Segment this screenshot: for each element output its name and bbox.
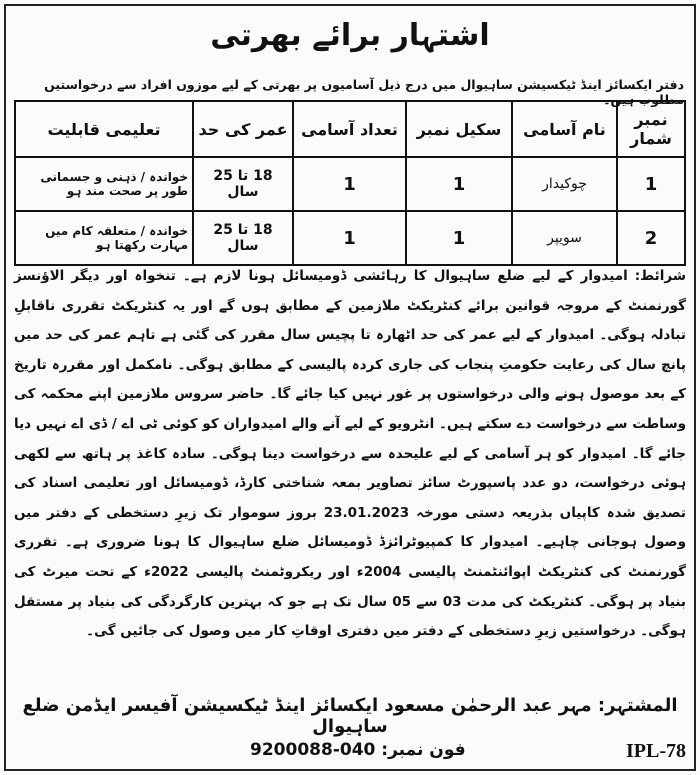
row-age: 18 تا 25 سال — [193, 211, 293, 265]
terms-paragraph: شرائط: امیدوار کے لیے ضلع ساہیوال کا رہائشی ڈومیسائل ہونا لازم ہے۔ تنخواہ اور دیگر الاؤنسز گورنمنٹ کے مروجہ قوانین برائے کنٹریکٹ ملازمین کے مطابق ہوں گے اور یہ کنٹریکٹ تقرری ناقابلِ تبادلہ ہوگی۔ امیدوار کے لیے عمر کی حد اٹھارہ تا پچیس سال مقرر کی گئی ہے تاہم عمر کی حد میں پانچ سال کی رعایت حکومتِ پنجاب کی جاری کردہ پالیسی کے مطابق ہوگی۔ نامکمل اور مقررہ تاریخ کے بعد موصول ہونے والی درخواستوں پر غور نہیں کیا جائے گا۔ حاضر سروس ملازمین اپنے محکمہ کی وساطت سے درخواست دے سکتے ہیں۔ انٹرویو کے لیے آنے والے امیدواران کو کوئی ٹی اے / ڈی اے نہیں دیا جائے گا۔ امیدوار کو ہر آسامی کے لیے علیحدہ سے درخواست دینا ہوگی۔ سادہ کاغذ پر ہاتھ سے لکھی ہوئی درخواست، دو عدد پاسپورٹ سائز تصاویر بمعہ شناختی کارڈ، ڈومیسائل اور تعلیمی اسناد کی تصدیق شدہ کاپیاں بذریعہ دستی مورخہ 23.01.2023 بروز سوموار تک زیرِ دستخطی کے دفتر میں وصول ہوجانی چاہیے۔ امیدوار کا کمپیوٹرائزڈ ڈومیسائل ضلع ساہیوال کا ہونا ضروری ہے۔ تقرری گورنمنٹ کی کنٹریکٹ اپوائنٹمنٹ پالیسی 2004ء اور ریکروٹمنٹ پالیسی 2022ء کے تحت میرٹ کی بنیاد پر ہوگی۔ کنٹریکٹ کی مدت 03 سے 05 سال تک ہے جو کہ بہترین کارگردگی کی بنیاد پر مستقل ہوگی۔ درخواستیں زیرِ دستخطی کے دفتر میں دفتری اوقاتِ کار میں وصول کی جائیں گی۔ — [14, 268, 686, 640]
table-row — [15, 157, 685, 211]
row-post: چوکیدار — [512, 157, 617, 211]
row-scale: 1 — [406, 157, 512, 211]
phone-line — [250, 740, 466, 760]
header-serial: نمبر شمار — [617, 101, 685, 157]
row-age: 18 تا 25 سال — [193, 157, 293, 211]
row-serial: 1 — [617, 157, 685, 211]
row-post: سویپر — [512, 211, 617, 265]
advertiser-line: المشتہر: مہر عبد الرحمٰن مسعود ایکسائز اینڈ ٹیکسیشن آفیسر ایڈمن ضلع ساہیوال — [22, 695, 678, 737]
ipl-code: IPL-78 — [626, 740, 686, 762]
row-serial: 2 — [617, 211, 685, 265]
row-count: 1 — [293, 211, 406, 265]
ad-title: اشتہار برائے بھرتی — [210, 18, 490, 53]
phone-label: فون نمبر: — [381, 740, 466, 760]
ad-intro: دفتر ایکسائز اینڈ ٹیکسیشن ساہیوال میں درج ذیل آسامیوں پر بھرتی کے لیے موزوں افراد سے درخواستیں مطلوب ہیں۔ — [44, 77, 684, 107]
phone-number: 040-9200088 — [250, 740, 376, 760]
table-header-row — [15, 101, 685, 157]
footer — [14, 740, 686, 766]
header-scale: سکیل نمبر — [406, 101, 512, 157]
row-qualification: خواندہ / ذہنی و جسمانی طور پر صحت مند ہو — [15, 157, 193, 211]
header-age: عمر کی حد — [193, 101, 293, 157]
posts-table — [14, 100, 686, 266]
row-count: 1 — [293, 157, 406, 211]
row-qualification: خواندہ / متعلقہ کام میں مہارت رکھتا ہو — [15, 211, 193, 265]
row-scale: 1 — [406, 211, 512, 265]
table-row — [15, 211, 685, 265]
header-count: تعداد آسامی — [293, 101, 406, 157]
header-post: نام آسامی — [512, 101, 617, 157]
header-qualification: تعلیمی قابلیت — [15, 101, 193, 157]
